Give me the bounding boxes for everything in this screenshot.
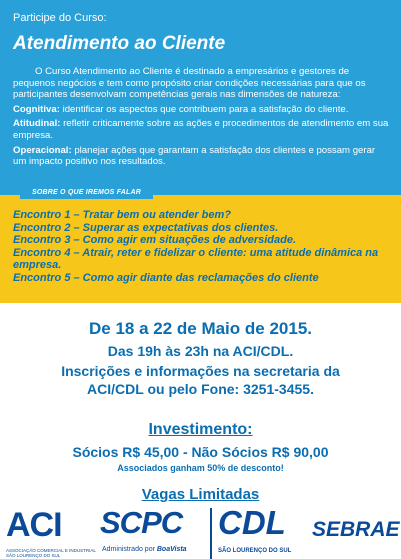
schedule-block — [0, 318, 401, 398]
aci-mark: ACI — [6, 506, 62, 544]
investment-heading: Investimento: — [148, 421, 253, 438]
hours-line: Das 19h às 23h na ACI/CDL. — [107, 343, 294, 359]
scpc-logo — [100, 505, 200, 559]
encounter-item: Encontro 1 – Tratar bem ou atender bem? — [13, 209, 232, 221]
encounter-item: Encontro 2 – Superar as expectativas dos clientes. — [13, 221, 279, 234]
dimension-label: Operacional: — [13, 144, 72, 156]
dimension-operacional — [13, 145, 389, 168]
aci-subtitle: ASSOCIAÇÃO COMERCIAL E INDUSTRIAL SÃO LOURENÇO DO SUL — [6, 548, 96, 558]
intro-text: O Curso Atendimento ao Cliente é destinado a empresários e gestores de pequenos negócios e tem como propósito criar condições necessárias para que os participantes desenvolvam competências gerais nas dimensões de natureza: — [13, 66, 366, 101]
aci-logo — [6, 508, 98, 559]
enroll-line: Inscrições e informações na secretaria da — [61, 363, 340, 379]
dimension-text: identificar os aspectos que contribuem para a satisfação do cliente. — [59, 103, 349, 115]
scpc-subtitle — [102, 546, 187, 553]
price-line: Sócios R$ 45,00 - Não Sócios R$ 90,00 — [72, 444, 329, 460]
section-tag: SOBRE O QUE IREMOS FALAR — [20, 186, 153, 199]
dimension-atitudinal — [13, 118, 389, 141]
discount-note: Associados ganham 50% de desconto! — [117, 463, 284, 473]
cdl-mark: CDL — [218, 504, 286, 541]
header-band — [0, 0, 401, 195]
sebrae-mark: SEBRAE — [312, 518, 400, 541]
sebrae-logo — [312, 514, 400, 554]
dimension-label: Cognitiva: — [13, 103, 60, 115]
encounter-item: Encontro 5 – Como agir diante das reclamações do cliente — [13, 271, 319, 284]
dates-line: De 18 a 22 de Maio de 2015. — [88, 319, 312, 338]
investment-block — [0, 420, 401, 474]
dimension-label: Atitudinal: — [13, 118, 61, 130]
scpc-sub-brand: BoaVista — [156, 546, 187, 553]
scpc-sub-text: Administrado por — [102, 546, 155, 553]
dimension-text: planejar ações que garantam a satisfação dos clientes e possam gerar um impacto positivo nos resultados. — [13, 144, 376, 168]
sponsor-logos — [0, 504, 401, 559]
cdl-subtitle: SÃO LOURENÇO DO SUL — [218, 548, 292, 554]
cdl-logo — [210, 504, 311, 559]
limited-seats: Vagas Limitadas — [141, 486, 260, 503]
scpc-mark: SCPC — [100, 505, 183, 540]
encounter-list — [13, 209, 393, 285]
contact-line: ACI/CDL ou pelo Fone: 3251-3455. — [87, 381, 314, 397]
course-description — [13, 66, 389, 171]
dimension-cognitiva — [13, 104, 389, 116]
course-kicker: Participe do Curso: — [13, 12, 107, 24]
dimension-text: refletir criticamente sobre as ações e procedimentos de atendimento em sua empresa. — [13, 118, 389, 141]
encounter-item: Encontro 4 – Atrair, reter e fidelizar o cliente: uma atitude dinâmica na empresa. — [13, 246, 379, 272]
encounter-item: Encontro 3 – Como agir em situações de adversidade. — [13, 234, 297, 247]
course-title: Atendimento ao Cliente — [13, 33, 226, 54]
